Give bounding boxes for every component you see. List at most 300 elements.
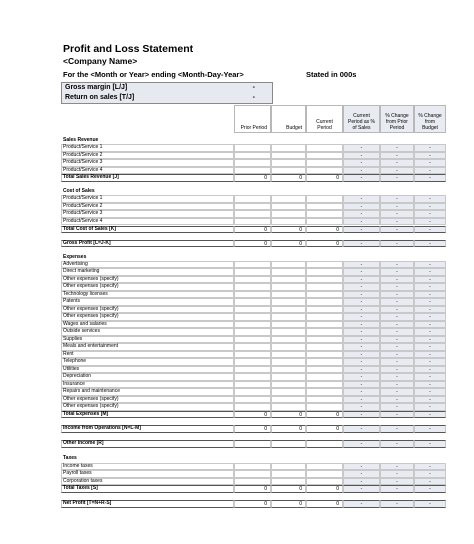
table-cell[interactable]: [271, 373, 306, 381]
table-cell[interactable]: -: [380, 218, 414, 226]
row-label: Other expenses (specify): [63, 313, 119, 319]
table-cell[interactable]: [271, 276, 306, 284]
table-cell[interactable]: [234, 440, 271, 448]
table-cell[interactable]: [234, 218, 271, 226]
row-label: Total Sales Revenue [J]: [63, 174, 119, 180]
table-cell[interactable]: [306, 210, 343, 218]
table-cell[interactable]: -: [380, 268, 414, 276]
table-cell[interactable]: -: [414, 321, 446, 329]
row-label: Gross Profit [L=J-K]: [63, 239, 111, 246]
table-cell[interactable]: [306, 463, 343, 471]
table-cell[interactable]: 0: [271, 425, 306, 433]
table-cell[interactable]: -: [380, 261, 414, 269]
table-cell[interactable]: -: [414, 268, 446, 276]
table-cell[interactable]: 0: [306, 240, 343, 248]
table-cell[interactable]: [271, 336, 306, 344]
table-cell[interactable]: [306, 276, 343, 284]
table-cell[interactable]: -: [343, 203, 380, 211]
table-cell[interactable]: -: [414, 485, 446, 493]
table-cell[interactable]: [306, 313, 343, 321]
table-cell[interactable]: -: [414, 210, 446, 218]
row-label: Rent: [63, 350, 74, 357]
table-cell[interactable]: -: [380, 226, 414, 234]
table-cell[interactable]: -: [343, 470, 380, 478]
table-cell[interactable]: 0: [234, 425, 271, 433]
table-cell[interactable]: [234, 283, 271, 291]
table-cell[interactable]: [271, 358, 306, 366]
row-label: Product/Service 2: [63, 151, 103, 158]
table-cell[interactable]: -: [414, 381, 446, 389]
table-cell[interactable]: -: [343, 403, 380, 411]
table-cell[interactable]: [306, 478, 343, 486]
table-cell[interactable]: 0: [234, 240, 271, 248]
table-cell[interactable]: -: [414, 152, 446, 160]
row-label: Other expenses (specify): [63, 275, 119, 282]
table-row: [61, 167, 446, 175]
table-cell[interactable]: -: [343, 321, 380, 329]
table-row: [61, 328, 446, 336]
table-cell[interactable]: -: [343, 351, 380, 359]
table-row: [61, 268, 446, 276]
table-cell[interactable]: -: [380, 388, 414, 396]
column-header: Current Period: [306, 105, 343, 133]
table-cell[interactable]: 0: [271, 174, 306, 182]
table-row: [61, 478, 446, 486]
table-cell[interactable]: -: [414, 470, 446, 478]
period-line: For the <Month or Year> ending <Month-Day-Year>: [63, 70, 244, 79]
table-cell[interactable]: 0: [306, 411, 343, 419]
table-cell[interactable]: 0: [271, 411, 306, 419]
table-cell[interactable]: [271, 463, 306, 471]
table-cell[interactable]: [306, 470, 343, 478]
table-cell[interactable]: -: [343, 381, 380, 389]
table-cell[interactable]: -: [380, 336, 414, 344]
table-row: [61, 276, 446, 284]
table-cell[interactable]: -: [380, 167, 414, 175]
table-cell[interactable]: -: [414, 218, 446, 226]
section-heading: [61, 455, 446, 463]
table-cell[interactable]: [271, 366, 306, 374]
table-row: [61, 358, 446, 366]
table-cell[interactable]: -: [380, 159, 414, 167]
row-label: Wages and salaries: [63, 320, 107, 327]
table-cell[interactable]: 0: [234, 411, 271, 419]
table-cell[interactable]: [271, 440, 306, 448]
table-cell[interactable]: -: [343, 411, 380, 419]
table-cell[interactable]: [234, 336, 271, 344]
row-label: Other Income [R]: [63, 440, 104, 446]
table-cell[interactable]: [271, 478, 306, 486]
table-cell[interactable]: -: [414, 291, 446, 299]
table-cell[interactable]: -: [343, 218, 380, 226]
table-cell[interactable]: [234, 373, 271, 381]
table-cell[interactable]: [306, 283, 343, 291]
table-cell[interactable]: -: [343, 144, 380, 152]
table-cell[interactable]: [271, 306, 306, 314]
table-cell[interactable]: [234, 203, 271, 211]
row-label-cell: [61, 351, 234, 359]
table-cell[interactable]: [271, 388, 306, 396]
table-cell[interactable]: [271, 291, 306, 299]
table-cell[interactable]: -: [380, 358, 414, 366]
table-cell[interactable]: [306, 306, 343, 314]
row-label-cell: [61, 298, 234, 306]
table-cell[interactable]: [306, 144, 343, 152]
table-cell[interactable]: -: [380, 366, 414, 374]
table-cell[interactable]: [234, 195, 271, 203]
table-cell[interactable]: -: [343, 478, 380, 486]
table-cell[interactable]: -: [380, 485, 414, 493]
row-label: Depreciation: [63, 373, 92, 379]
row-label: Repairs and maintenance: [63, 388, 120, 394]
table-cell[interactable]: -: [343, 159, 380, 167]
table-cell[interactable]: -: [414, 351, 446, 359]
table-cell[interactable]: [271, 328, 306, 336]
row-label: Other expenses (specify): [63, 403, 119, 409]
row-label: Total Taxes [S]: [63, 485, 98, 491]
table-cell[interactable]: -: [380, 210, 414, 218]
table-cell[interactable]: [234, 261, 271, 269]
table-cell[interactable]: -: [380, 203, 414, 211]
table-cell[interactable]: [234, 313, 271, 321]
table-cell[interactable]: [271, 152, 306, 160]
table-cell[interactable]: -: [414, 463, 446, 471]
table-cell[interactable]: 0: [271, 500, 306, 508]
table-cell[interactable]: 0: [234, 226, 271, 234]
table-cell[interactable]: [306, 298, 343, 306]
table-cell[interactable]: [306, 373, 343, 381]
gross-margin-row: [62, 83, 272, 93]
table-cell[interactable]: -: [343, 291, 380, 299]
table-cell[interactable]: [306, 167, 343, 175]
table-cell[interactable]: [271, 283, 306, 291]
table-cell[interactable]: -: [343, 425, 380, 433]
table-row: [61, 403, 446, 411]
table-cell[interactable]: [234, 381, 271, 389]
table-cell[interactable]: -: [380, 500, 414, 508]
row-label: Net Profit [T=N+R-S]: [63, 500, 112, 506]
table-row: [61, 321, 446, 329]
row-label-cell: [61, 381, 234, 389]
table-cell[interactable]: [271, 210, 306, 218]
table-cell[interactable]: -: [343, 366, 380, 374]
table-cell[interactable]: -: [380, 373, 414, 381]
table-cell[interactable]: [271, 261, 306, 269]
return-on-sales-row: [62, 93, 272, 103]
table-cell[interactable]: [234, 298, 271, 306]
table-cell[interactable]: -: [380, 298, 414, 306]
table-cell[interactable]: [306, 336, 343, 344]
table-cell[interactable]: [306, 343, 343, 351]
table-cell[interactable]: 0: [234, 500, 271, 508]
table-cell[interactable]: -: [343, 328, 380, 336]
table-cell[interactable]: [271, 159, 306, 167]
table-cell[interactable]: [306, 388, 343, 396]
table-cell[interactable]: [271, 313, 306, 321]
row-label: Outside services: [63, 328, 100, 334]
table-cell[interactable]: [234, 351, 271, 359]
table-cell[interactable]: -: [380, 283, 414, 291]
row-label-cell: [61, 366, 234, 374]
table-cell[interactable]: [271, 351, 306, 359]
table-cell[interactable]: [234, 306, 271, 314]
table-row: [61, 381, 446, 389]
table-cell[interactable]: -: [414, 306, 446, 314]
table-cell[interactable]: -: [380, 381, 414, 389]
company-name: <Company Name>: [63, 56, 138, 66]
table-cell[interactable]: -: [380, 240, 414, 248]
table-row: [61, 152, 446, 160]
table-cell[interactable]: -: [380, 463, 414, 471]
table-cell[interactable]: -: [343, 195, 380, 203]
row-label: Other expenses (specify): [63, 283, 119, 289]
table-cell[interactable]: -: [380, 425, 414, 433]
table-cell[interactable]: -: [414, 403, 446, 411]
table-cell[interactable]: [306, 403, 343, 411]
row-label: Telephone: [63, 358, 87, 364]
row-label: Product/Service 1: [63, 144, 103, 150]
table-cell[interactable]: -: [414, 440, 446, 448]
total-row: [61, 174, 446, 182]
table-cell[interactable]: [234, 478, 271, 486]
table-cell[interactable]: [234, 328, 271, 336]
table-cell[interactable]: [234, 167, 271, 175]
table-cell[interactable]: -: [414, 261, 446, 269]
table-cell[interactable]: [271, 343, 306, 351]
table-cell[interactable]: [271, 298, 306, 306]
table-cell[interactable]: -: [380, 306, 414, 314]
table-cell[interactable]: -: [343, 152, 380, 160]
table-cell[interactable]: 0: [306, 425, 343, 433]
table-cell[interactable]: -: [414, 500, 446, 508]
table-cell[interactable]: [271, 403, 306, 411]
table-cell[interactable]: [271, 381, 306, 389]
table-cell[interactable]: -: [414, 226, 446, 234]
total-row: [61, 485, 446, 493]
table-cell[interactable]: -: [414, 159, 446, 167]
table-row: [61, 203, 446, 211]
table-cell[interactable]: -: [343, 358, 380, 366]
table-cell[interactable]: [271, 144, 306, 152]
table-cell[interactable]: -: [380, 195, 414, 203]
table-cell[interactable]: -: [343, 500, 380, 508]
table-cell[interactable]: [234, 321, 271, 329]
table-cell[interactable]: -: [343, 283, 380, 291]
table-cell[interactable]: -: [343, 210, 380, 218]
table-cell[interactable]: 0: [271, 240, 306, 248]
table-cell[interactable]: -: [414, 328, 446, 336]
return-on-sales-label: Return on sales [T/J]: [65, 94, 135, 101]
table-cell[interactable]: -: [343, 167, 380, 175]
table-cell[interactable]: -: [380, 313, 414, 321]
table-cell[interactable]: [234, 463, 271, 471]
table-cell[interactable]: 0: [271, 226, 306, 234]
table-cell[interactable]: [306, 291, 343, 299]
table-cell[interactable]: -: [414, 343, 446, 351]
table-cell[interactable]: [271, 470, 306, 478]
table-cell[interactable]: [271, 218, 306, 226]
table-cell[interactable]: -: [414, 203, 446, 211]
table-cell[interactable]: -: [414, 411, 446, 419]
units-note: Stated in 000s: [306, 70, 357, 79]
table-cell[interactable]: [234, 268, 271, 276]
table-cell[interactable]: [306, 440, 343, 448]
table-cell[interactable]: -: [414, 478, 446, 486]
table-cell[interactable]: [306, 381, 343, 389]
row-label: Product/Service 2: [63, 202, 103, 209]
table-cell[interactable]: [234, 366, 271, 374]
table-cell[interactable]: -: [414, 195, 446, 203]
table-row: [61, 366, 446, 374]
row-label: Advertising: [63, 260, 88, 267]
table-cell[interactable]: -: [380, 478, 414, 486]
table-cell[interactable]: -: [414, 167, 446, 175]
table-cell[interactable]: -: [380, 144, 414, 152]
table-cell[interactable]: -: [414, 144, 446, 152]
table-cell[interactable]: 0: [306, 485, 343, 493]
table-cell[interactable]: -: [380, 174, 414, 182]
table-cell[interactable]: [306, 268, 343, 276]
table-cell[interactable]: -: [414, 358, 446, 366]
table-cell[interactable]: -: [414, 396, 446, 404]
table-row: [61, 388, 446, 396]
table-cell[interactable]: [234, 358, 271, 366]
table-cell[interactable]: -: [380, 152, 414, 160]
row-label: Product/Service 4: [63, 166, 103, 173]
table-row: [61, 210, 446, 218]
table-cell[interactable]: 0: [234, 485, 271, 493]
table-cell[interactable]: [234, 343, 271, 351]
row-label: Direct marketing: [63, 268, 100, 274]
table-cell[interactable]: -: [343, 313, 380, 321]
table-cell[interactable]: -: [343, 240, 380, 248]
table-cell[interactable]: -: [343, 298, 380, 306]
table-cell[interactable]: -: [380, 351, 414, 359]
table-cell[interactable]: -: [343, 226, 380, 234]
table-row: [61, 470, 446, 478]
table-cell[interactable]: -: [343, 268, 380, 276]
table-cell[interactable]: -: [414, 298, 446, 306]
table-cell[interactable]: -: [380, 396, 414, 404]
table-cell[interactable]: -: [343, 174, 380, 182]
table-cell[interactable]: [234, 159, 271, 167]
table-cell[interactable]: -: [343, 276, 380, 284]
table-cell[interactable]: [234, 276, 271, 284]
column-header: Budget: [271, 105, 306, 133]
table-cell[interactable]: 0: [306, 174, 343, 182]
table-cell[interactable]: [306, 358, 343, 366]
table-cell[interactable]: [306, 195, 343, 203]
table-cell[interactable]: -: [343, 485, 380, 493]
table-cell[interactable]: -: [380, 403, 414, 411]
table-cell[interactable]: [234, 152, 271, 160]
row-label: Product/Service 3: [63, 210, 103, 216]
table-cell[interactable]: [271, 396, 306, 404]
table-cell[interactable]: [234, 470, 271, 478]
table-cell[interactable]: 0: [271, 485, 306, 493]
column-header: Prior Period: [234, 105, 271, 133]
table-cell[interactable]: -: [414, 425, 446, 433]
table-cell[interactable]: [306, 218, 343, 226]
table-cell[interactable]: -: [343, 343, 380, 351]
table-cell[interactable]: -: [380, 291, 414, 299]
table-cell[interactable]: [234, 210, 271, 218]
table-cell[interactable]: -: [343, 261, 380, 269]
table-cell[interactable]: [234, 388, 271, 396]
table-cell[interactable]: -: [380, 276, 414, 284]
table-cell[interactable]: -: [414, 366, 446, 374]
table-cell[interactable]: -: [343, 336, 380, 344]
table-cell[interactable]: [234, 403, 271, 411]
table-row: [61, 373, 446, 381]
table-cell[interactable]: [306, 396, 343, 404]
table-cell[interactable]: -: [380, 470, 414, 478]
table-row: [61, 336, 446, 344]
table-cell[interactable]: [306, 321, 343, 329]
table-cell[interactable]: -: [380, 321, 414, 329]
table-cell[interactable]: [306, 203, 343, 211]
table-cell[interactable]: [306, 261, 343, 269]
table-cell[interactable]: -: [343, 373, 380, 381]
row-label: Sales Revenue: [63, 137, 99, 143]
table-cell[interactable]: 0: [306, 500, 343, 508]
table-cell[interactable]: [306, 351, 343, 359]
table-row: [61, 144, 446, 152]
total-row: [61, 500, 446, 508]
table-cell[interactable]: [306, 159, 343, 167]
table-cell[interactable]: [234, 291, 271, 299]
table-cell[interactable]: 0: [306, 226, 343, 234]
table-row: [61, 195, 446, 203]
table-cell[interactable]: [271, 268, 306, 276]
table-cell[interactable]: -: [343, 396, 380, 404]
table-cell[interactable]: -: [380, 411, 414, 419]
table-cell[interactable]: -: [380, 440, 414, 448]
table-cell[interactable]: -: [414, 276, 446, 284]
table-cell[interactable]: 0: [234, 174, 271, 182]
table-cell[interactable]: -: [380, 343, 414, 351]
table-cell[interactable]: -: [343, 463, 380, 471]
table-cell[interactable]: -: [414, 283, 446, 291]
table-cell[interactable]: -: [414, 336, 446, 344]
table-cell[interactable]: -: [414, 388, 446, 396]
table-cell[interactable]: [306, 152, 343, 160]
table-cell[interactable]: -: [414, 240, 446, 248]
row-label: Income from Operations [N=L-M]: [63, 425, 141, 431]
row-label: Supplies: [63, 335, 83, 342]
table-cell[interactable]: [306, 328, 343, 336]
table-cell[interactable]: [271, 321, 306, 329]
table-cell[interactable]: [234, 396, 271, 404]
row-label: Expenses: [63, 253, 87, 260]
row-label-cell: [61, 455, 234, 463]
table-cell[interactable]: [271, 203, 306, 211]
table-cell[interactable]: -: [414, 373, 446, 381]
table-row: [61, 261, 446, 269]
table-cell[interactable]: -: [380, 328, 414, 336]
table-cell[interactable]: [234, 144, 271, 152]
table-cell[interactable]: [271, 195, 306, 203]
table-cell[interactable]: -: [343, 306, 380, 314]
row-label: Product/Service 3: [63, 159, 103, 165]
table-cell[interactable]: [306, 366, 343, 374]
table-cell[interactable]: [271, 167, 306, 175]
table-cell[interactable]: -: [343, 388, 380, 396]
table-cell[interactable]: -: [414, 174, 446, 182]
gross-margin-label: Gross margin [L/J]: [65, 84, 128, 91]
table-cell[interactable]: -: [343, 440, 380, 448]
table-cell[interactable]: -: [414, 313, 446, 321]
